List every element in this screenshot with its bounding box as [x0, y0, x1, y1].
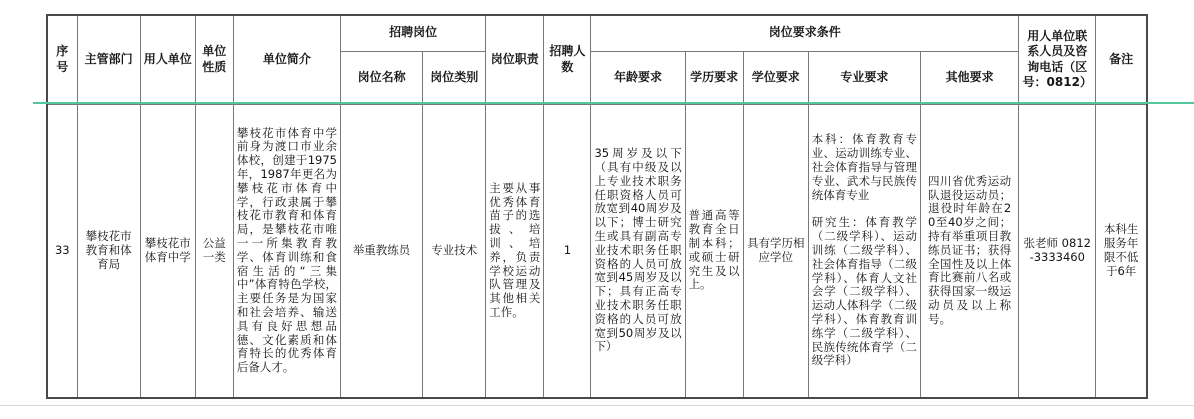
header-major-req: 专业要求 — [808, 51, 920, 104]
cell-unit-nature: 公益一类 — [195, 104, 233, 398]
cell-degree-req: 具有学历相应学位 — [743, 104, 808, 398]
cell-recruit-count: 1 — [544, 104, 591, 398]
header-employer: 用人单位 — [140, 15, 195, 104]
cell-other-req: 四川省优秀运动队退役运动员；退役时年龄在20至40岁之间；持有举重项目教练员证书；获得全国性及以上体育比赛前八名或获得国家一级运动员及以上称号。 — [920, 104, 1018, 398]
cell-age-req: 35周岁及以下（具有中级及以上专业技术职务任职资格人员可放宽到40周岁及以下；博士研究生或具有副高专业技术职务任职资格的人员可放宽到45周岁及以下；具有正高专业技术职务任职资格的人员可放宽到50周岁及以下） — [591, 104, 685, 398]
header-edu-req: 学历要求 — [685, 51, 743, 104]
header-job-duty: 岗位职责 — [486, 15, 544, 104]
header-freeze-accent-line — [33, 102, 1194, 104]
header-unit-nature: 单位性质 — [195, 15, 233, 104]
cell-contact: 张老师 0812-3333460 — [1019, 104, 1096, 398]
header-group-requirements: 岗位要求条件 — [591, 15, 1019, 51]
header-age-req: 年龄要求 — [591, 51, 685, 104]
major-req-grad: 研究生：体育教学（二级学科）、运动训练（二级学科）、社会体育指导（二级学科）、体育人文社会学（二级学科）、运动人体科学（二级学科）、体育教育训练学（二级学科）、民族传统体育学（二级学科） — [811, 215, 917, 368]
bottom-divider-line — [0, 405, 1194, 406]
header-degree-req: 学位要求 — [743, 51, 808, 104]
table-row — [47, 104, 1147, 398]
cell-major-req — [808, 104, 920, 398]
cell-edu-req: 普通高等教育全日制本科；或硕士研究生及以上。 — [685, 104, 743, 398]
header-job-type: 岗位类别 — [423, 51, 486, 104]
cell-job-duty: 主要从事优秀体育苗子的选拔、培训、培养，负责学校运动队管理及其他相关工作。 — [486, 104, 544, 398]
header-supervising-dept: 主管部门 — [77, 15, 140, 104]
header-unit-intro: 单位简介 — [233, 15, 340, 104]
header-other-req: 其他要求 — [920, 51, 1018, 104]
cell-employer: 攀枝花市体育中学 — [140, 104, 195, 398]
header-job-name: 岗位名称 — [341, 51, 423, 104]
recruitment-table — [46, 14, 1148, 399]
header-recruit-count: 招聘人数 — [544, 15, 591, 104]
cell-remark: 本科生服务年限不低于6年 — [1096, 104, 1147, 398]
cell-job-type: 专业技术 — [423, 104, 486, 398]
header-serial-number: 序号 — [47, 15, 77, 104]
cell-job-name: 举重教练员 — [341, 104, 423, 398]
cell-unit-intro: 攀枝花市体育中学前身为渡口市业余体校，创建于1975年，1987年更名为攀枝花市体育中学，行政隶属于攀枝花市教育和体育局，是攀枝花市唯一一所集教育教学、体育训练和食宿生活的“三集中”体育特色学校，主要任务是为国家和社会培养、输送具有良好思想品德、文化素质和体育特长的优秀体育后备人才。 — [233, 104, 340, 398]
header-remark: 备注 — [1096, 15, 1147, 104]
cell-supervising-dept: 攀枝花市教育和体育局 — [77, 104, 140, 398]
header-group-recruit-position: 招聘岗位 — [341, 15, 486, 51]
cell-serial-number: 33 — [47, 104, 77, 398]
header-contact: 用人单位联系人员及咨询电话（区号：0812） — [1019, 15, 1096, 104]
major-req-undergrad: 本科：体育教育专业、运动训练专业、社会体育指导与管理专业、武术与民族传统体育专业 — [811, 132, 917, 202]
